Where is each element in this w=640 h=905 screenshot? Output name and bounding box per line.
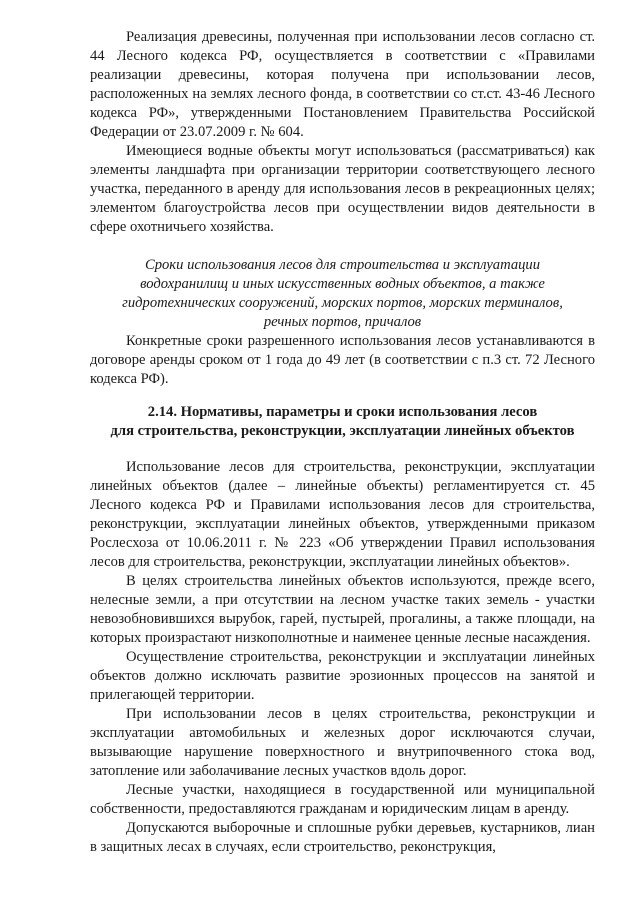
paragraph-timber-sale: Реализация древесины, полученная при использовании лесов согласно ст. 44 Лесного кодекса РФ, осуществляется в соответствии с «Правилами реализации древесины, которая получена при использовании лесов, расположенных на землях лесного фонда, в соответствии со ст.ст. 43-46 Лесного кодекса РФ», утвержденными Постановлением Правительства Российской Федерации от 23.07.2009 г. № 604. — [90, 29, 595, 140]
paragraph-land-priority: В целях строительства линейных объектов используются, прежде всего, нелесные земли, а при отсутствии на лесном участке таких земель - участки невозобновившихся вырубок, гарей, пустырей, прогалины, а также площади, на которых произрастают низкополнотные и наименее ценные лесные насаждения. — [90, 573, 595, 646]
paragraph-lease: Лесные участки, находящиеся в государственной или муниципальной собственности, предоставляются гражданам и юридическим лицам в аренду. — [90, 782, 595, 817]
section-heading — [90, 403, 595, 441]
paragraph-lease-terms: Конкретные сроки разрешенного использования лесов устанавливаются в договоре аренды сроком от 1 года до 49 лет (в соответствии с п.3 ст. 72 Лесного кодекса РФ). — [90, 333, 595, 387]
italic-subheading — [90, 256, 595, 332]
paragraph-linear-objects-regulation: Использование лесов для строительства, реконструкции, эксплуатации линейных объектов (далее – линейные объекты) регламентируется ст. 45 Лесного кодекса РФ и Правилами использования лесов для строительства, реконструкции, эксплуатации линейных объектов, утвержденными приказом Рослесхоза от 10.06.2011 г. № 223 «Об утверждении Правил использования лесов для строительства, реконструкции, эксплуатации линейных объектов». — [90, 459, 595, 570]
paragraph-roads: При использовании лесов в целях строительства, реконструкции и эксплуатации автомобильных и железных дорог исключаются случаи, вызывающие нарушение поверхностного и внутрипочвенного стока вод, затопление или заболачивание лесных участков вдоль дорог. — [90, 706, 595, 779]
section-heading-line: для строительства, реконструкции, эксплуатации линейных объектов — [110, 423, 575, 439]
document-page — [90, 28, 595, 857]
italic-subheading-line: Сроки использования лесов для строительства и эксплуатации — [144, 257, 541, 273]
paragraph-erosion: Осуществление строительства, реконструкции и эксплуатации линейных объектов должно исключать развитие эрозионных процессов на занятой и прилегающей территории. — [90, 649, 595, 703]
italic-subheading-line: речных портов, причалов — [263, 314, 422, 330]
italic-subheading-line: гидротехнических сооружений, морских портов, морских терминалов, — [122, 295, 563, 311]
section-heading-line: 2.14. Нормативы, параметры и сроки использования лесов — [147, 404, 538, 420]
paragraph-felling: Допускаются выборочные и сплошные рубки деревьев, кустарников, лиан в защитных лесах в случаях, если строительство, реконструкция, — [90, 820, 595, 855]
paragraph-water-objects: Имеющиеся водные объекты могут использоваться (рассматриваться) как элементы ландшафта при организации территории соответствующего лесного участка, переданного в аренду для использования лесов в рекреационных целях; элементом благоустройства лесов при осуществлении видов деятельности в сфере охотничьего хозяйства. — [90, 143, 595, 235]
italic-subheading-line: водохранилищ и иных искусственных водных объектов, а также — [140, 276, 545, 292]
